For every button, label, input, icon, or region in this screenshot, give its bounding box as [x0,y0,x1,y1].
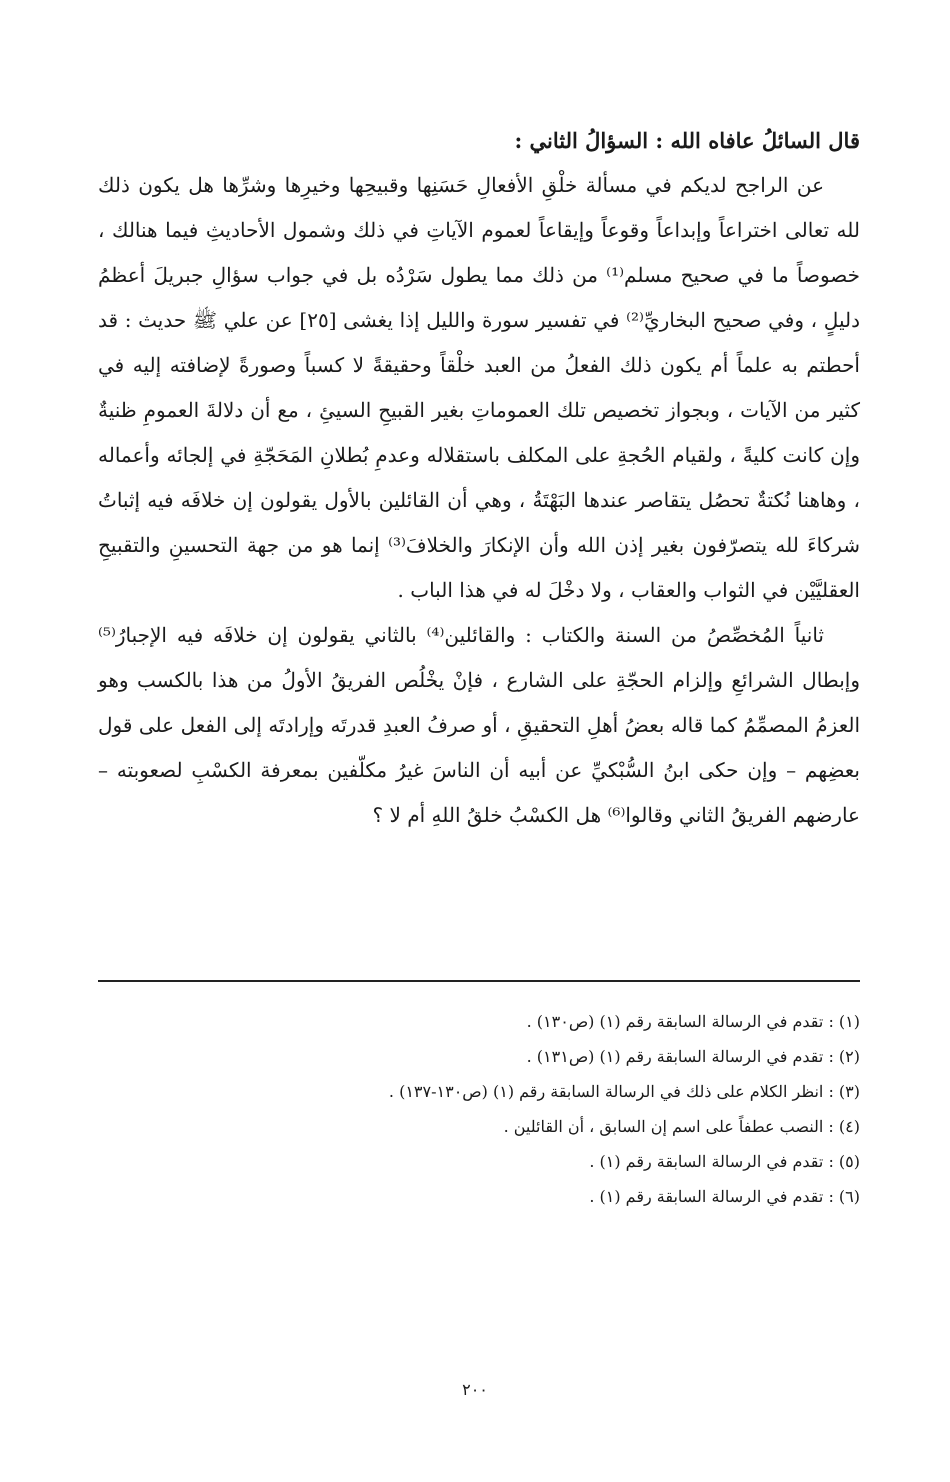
footnote-separator [98,980,860,982]
footnote-1: (١) : تقدم في الرسالة السابقة رقم (١) (ص١٣٠) . [526,1012,860,1031]
paragraph-1: عن الراجح لديكم في مسألة خلْقِ الأفعالِ حَسَنِها وقبيحِها وخيرِها وشرِّها هل يكون ذلك لله تعالى اختراعاً وإبداعاً وقوعاً وإيقاعاً لعموم الآياتِ في ذلك وشمول الأحاديثِ فيما هنالك ، خصوصاً ما في صحيح مسلم⁽¹⁾ من ذلك مما يطول سَرْدُه بل في جواب سؤالِ جبريلَ أعظمُ دليلٍ ، وفي صحيح البخاريِّ⁽²⁾ في تفسير سورة والليل إذا يغشى [٢٥] عن علي ﷺ حديث : قد أحطتم به علماً أم يكون ذلك الفعلُ من العبد خلْقاً وحقيقةً لا كسباً وصورةً لإضافته إليه في كثير من الآيات ، وبجواز تخصيص تلك العموماتِ بغير القبيحِ السيئِ ، مع أن دلالةَ العمومِ ظنيةٌ وإن كانت كليةً ، ولقيام الحُجةِ على المكلف باستقلاله وعدمِ بُطلانِ المَحَجّةِ في إلجائه وأعماله ، وهاهنا نُكتةٌ تحصُل يتقاصر عندها البَهْتَةُ ، وهي أن القائلين بالأول يقولون إن خلافَه فيه إثباتُ شركاءَ لله يتصرّفون بغير إذن الله وأن الإنكارَ والخلافَ⁽³⁾ إنما هو من جهة التحسينِ والتقبيحِ العقليَّيْن في الثواب والعقاب ، ولا دخْلَ له في هذا الباب . [98,173,860,602]
question-heading: قال السائلُ عافاه الله : السؤالُ الثاني : [514,128,860,153]
footnote-2: (٢) : تقدم في الرسالة السابقة رقم (١) (ص١٣١) . [526,1047,860,1066]
footnote-6: (٦) : تقدم في الرسالة السابقة رقم (١) . [589,1187,860,1206]
main-text [98,118,860,838]
page-number: ٢٠٠ [462,1380,488,1399]
footnote-3: (٣) : انظر الكلام على ذلك في الرسالة السابقة رقم (١) (ص١٣٠-١٣٧) . [388,1082,860,1101]
paragraph-2: ثانياً المُخصِّصُ من السنة والكتاب : والقائلين⁽⁴⁾ بالثاني يقولون إن خلافَه فيه الإجبارُ⁽⁵⁾ وإبطال الشرائعِ وإلزام الحجّةِ على الشارع ، فإنْ يخْلُص الفريقُ الأولُ من هذا بالكسب وهو العزمُ المصمِّمُ كما قاله بعضُ أهلِ التحقيقِ ، أو صرفُ العبدِ قدرتَه وإرادتَه إلى الفعل على قول بعضِهم – وإن حكى ابنُ السُّبْكيِّ عن أبيه أن الناسَ غيرُ مكلّفين بمعرفة الكسْبِ لصعوبته – عارضهم الفريقُ الثاني وقالوا⁽⁶⁾ هل الكسْبُ خلقُ اللهِ أم لا ؟ [98,623,860,827]
footnote-4: (٤) : النصب عطفاً على اسم إن السابق ، أن القائلين . [503,1117,860,1136]
footnotes-list [98,1004,860,1214]
footnote-5: (٥) : تقدم في الرسالة السابقة رقم (١) . [589,1152,860,1171]
